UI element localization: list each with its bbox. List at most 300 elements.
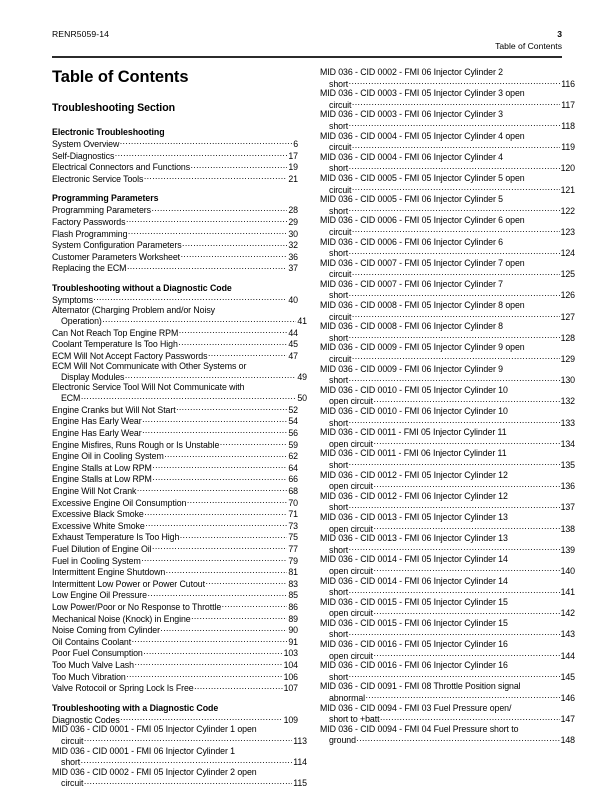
toc-entry[interactable] (52, 659, 298, 671)
toc-entry[interactable] (320, 88, 575, 110)
toc-entry[interactable] (52, 508, 298, 520)
toc-page-number: 137 (560, 502, 575, 513)
toc-entry-title: Programming Parameters (52, 205, 151, 216)
toc-leader-dots (176, 404, 287, 413)
toc-leader-dots (352, 311, 560, 320)
toc-page-number: 45 (288, 339, 298, 350)
toc-entry[interactable] (320, 151, 575, 174)
toc-entry[interactable] (320, 681, 575, 704)
toc-entry-title: Fuel in Cooling System (52, 555, 141, 566)
toc-page-number: 54 (288, 416, 298, 427)
toc-page-number: 124 (560, 248, 575, 259)
running-section-name: Table of Contents (495, 41, 562, 51)
toc-entry[interactable] (52, 566, 298, 578)
toc-entry[interactable] (52, 138, 298, 150)
toc-page-number: 135 (560, 459, 575, 470)
toc-page-number: 59 (288, 439, 298, 450)
toc-entry[interactable] (52, 624, 298, 636)
toc-entry[interactable] (320, 723, 575, 746)
toc-page-number: 62 (288, 451, 298, 462)
toc-leader-dots (349, 247, 560, 256)
toc-page-number: 68 (288, 486, 298, 497)
group-spacer (52, 694, 298, 703)
toc-entry[interactable] (52, 338, 298, 350)
toc-entry[interactable] (320, 427, 575, 449)
toc-leader-dots (208, 350, 287, 359)
toc-entry[interactable] (52, 647, 298, 659)
toc-entry[interactable] (52, 671, 298, 683)
toc-page-number: 142 (560, 608, 575, 619)
toc-entry[interactable] (52, 462, 298, 474)
toc-entry-title-continued: circuit (329, 142, 352, 153)
toc-entry-title-continued: ECM (61, 393, 81, 404)
toc-page-number: 52 (288, 404, 298, 415)
toc-leader-dots (349, 78, 561, 87)
toc-entry[interactable] (320, 363, 575, 386)
toc-entry-title: MID 036 - CID 0004 - FMI 06 Injector Cylinder 4 (320, 151, 503, 162)
toc-entry-title: MID 036 - CID 0011 - FMI 05 Injector Cylinder 11 (320, 427, 507, 438)
toc-entry-title: MID 036 - CID 0007 - FMI 05 Injector Cylinder 7 open (320, 257, 525, 268)
toc-leader-dots (349, 586, 560, 595)
toc-entry-title: ECM Will Not Communicate with Other Systems or (52, 360, 247, 371)
toc-leader-dots (194, 682, 282, 691)
toc-entry-title: Can Not Reach Top Engine RPM (52, 327, 179, 338)
toc-page-number: 125 (560, 269, 575, 280)
toc-entry[interactable] (320, 469, 575, 492)
toc-entry[interactable] (52, 216, 298, 228)
toc-entry[interactable] (52, 304, 307, 327)
toc-entry[interactable] (320, 130, 575, 153)
toc-entry-title-continued: circuit (61, 735, 84, 746)
toc-entry-title-continued: short (329, 544, 349, 555)
toc-leader-dots (352, 226, 560, 235)
toc-entry-title-continued: open circuit (329, 481, 374, 492)
toc-entry[interactable] (52, 682, 298, 694)
toc-entry-title: Electronic Service Tools (52, 173, 144, 184)
toc-page-number: 89 (288, 613, 298, 624)
toc-entry-title-continued: circuit (329, 184, 352, 195)
toc-entry-title-continued: short (329, 629, 349, 640)
toc-entry-title-continued: open circuit (329, 438, 374, 449)
toc-page-number: 47 (288, 350, 298, 361)
toc-page-number: 136 (560, 481, 575, 492)
toc-page-number: 123 (560, 226, 575, 237)
toc-page-number: 106 (283, 671, 298, 682)
toc-leader-dots (349, 628, 560, 637)
toc-entry-title-continued: Operation) (61, 316, 102, 327)
toc-entry-title: Excessive White Smoke (52, 520, 145, 531)
toc-entry-title: MID 036 - CID 0003 - FMI 06 Injector Cylinder 3 (320, 109, 503, 120)
toc-page-number: 73 (288, 520, 298, 531)
toc-entry[interactable] (52, 450, 298, 462)
toc-entry-title-continued: short (329, 502, 349, 513)
toc-entry-title-continued: circuit (329, 311, 352, 322)
toc-entry-title: MID 036 - CID 0094 - FMI 04 Fuel Pressure short to (320, 723, 519, 734)
toc-entry-title-continued: abnormal (329, 693, 366, 704)
toc-entry-title: Noise Coming from Cylinder (52, 625, 160, 636)
toc-entry-title-continued: short (329, 332, 349, 343)
toc-page-number: 30 (288, 228, 298, 239)
toc-leader-dots (152, 462, 287, 471)
troubleshooting-section-heading: Troubleshooting Section (52, 102, 176, 114)
toc-entry-title: Engine Cranks but Will Not Start (52, 404, 176, 415)
toc-entry-title: MID 036 - CID 0002 - FMI 06 Injector Cylinder 2 (320, 67, 503, 77)
toc-page-number: 147 (560, 714, 575, 725)
toc-leader-dots (142, 427, 287, 436)
toc-page-number: 36 (288, 251, 298, 262)
toc-entry[interactable] (320, 406, 575, 428)
toc-entry[interactable] (320, 321, 575, 343)
toc-page-number: 130 (560, 375, 575, 386)
toc-leader-dots (84, 777, 292, 786)
toc-entry-title-continued: short (329, 78, 349, 89)
toc-page-number: 144 (560, 650, 575, 661)
toc-entry-title: MID 036 - CID 0009 - FMI 05 Injector Cylinder 9 open (320, 342, 525, 353)
toc-entry-title: Electronic Service Tool Will Not Communicate with (52, 381, 245, 392)
toc-leader-dots (380, 713, 560, 722)
toc-entry[interactable] (52, 439, 298, 451)
toc-page-number: 148 (560, 735, 575, 746)
toc-entry[interactable] (52, 415, 298, 427)
toc-entry-title: Engine Stalls at Low RPM (52, 474, 152, 485)
toc-entry[interactable] (320, 596, 575, 619)
group-spacer (52, 115, 298, 127)
toc-entry[interactable] (52, 520, 298, 532)
toc-entry[interactable] (320, 67, 575, 89)
toc-entry-title-continued: open circuit (329, 523, 374, 534)
toc-entry-title: Alternator (Charging Problem and/or Noisy (52, 304, 215, 315)
toc-entry[interactable] (320, 448, 575, 470)
toc-entry-title: MID 036 - CID 0006 - FMI 05 Injector Cylinder 6 open (320, 215, 525, 226)
toc-entry-title-continued: short (329, 248, 349, 259)
toc-page-number: 91 (288, 636, 298, 647)
toc-entry-title: Electrical Connectors and Functions (52, 162, 191, 173)
toc-leader-dots (356, 734, 559, 743)
toc-entry[interactable] (52, 601, 298, 613)
toc-entry-title-continued: open circuit (329, 396, 374, 407)
toc-entry-title: Low Power/Poor or No Response to Throttle (52, 601, 222, 612)
toc-entry-title: Engine Stalls at Low RPM (52, 462, 152, 473)
toc-entry[interactable] (52, 724, 307, 746)
toc-entry[interactable] (320, 215, 575, 237)
toc-entry[interactable] (52, 497, 298, 509)
toc-entry-title-continued: short (329, 459, 349, 470)
toc-entry-title: Fuel Dilution of Engine Oil (52, 544, 152, 554)
toc-entry[interactable] (320, 702, 575, 725)
toc-leader-dots (144, 173, 288, 182)
toc-entry[interactable] (52, 239, 298, 251)
toc-entry[interactable] (320, 384, 575, 407)
toc-leader-dots (349, 374, 560, 383)
toc-entry[interactable] (320, 639, 575, 661)
toc-entry-title: Coolant Temperature Is Too High (52, 339, 178, 350)
toc-page-number: 121 (560, 184, 575, 195)
toc-entry[interactable] (52, 555, 298, 567)
toc-entry[interactable] (320, 554, 575, 576)
toc-page-number: 49 (297, 372, 307, 383)
toc-entry[interactable] (52, 766, 307, 789)
toc-entry-title-continued: circuit (329, 99, 352, 110)
toc-leader-dots (137, 485, 288, 494)
toc-entry-title-continued: circuit (329, 226, 352, 237)
toc-entry[interactable] (52, 204, 298, 216)
toc-leader-dots (374, 565, 560, 574)
toc-leader-dots (180, 531, 288, 540)
toc-page-number: 17 (288, 150, 298, 161)
toc-page-number: 64 (288, 462, 298, 473)
toc-entry-title: MID 036 - CID 0005 - FMI 06 Injector Cylinder 5 (320, 194, 503, 205)
toc-page-number: 139 (560, 544, 575, 555)
toc-entry-title: ECM Will Not Accept Factory Passwords (52, 350, 208, 361)
toc-page-number: 19 (288, 162, 298, 173)
toc-entry-title-continued: circuit (329, 354, 352, 365)
toc-page-number: 127 (560, 311, 575, 322)
toc-entry[interactable] (52, 262, 298, 274)
toc-leader-dots (179, 327, 288, 336)
toc-entry[interactable] (52, 381, 307, 404)
toc-entry-title: MID 036 - CID 0009 - FMI 06 Injector Cylinder 9 (320, 363, 503, 374)
toc-entry-title: Customer Parameters Worksheet (52, 251, 181, 262)
toc-leader-dots (349, 459, 560, 468)
toc-entry-title: MID 036 - CID 0014 - FMI 06 Injector Cylinder 14 (320, 575, 508, 586)
toc-entry[interactable] (52, 589, 298, 601)
toc-page-number: 140 (560, 565, 575, 576)
toc-entry-title-continued: short (329, 205, 349, 216)
toc-entry[interactable] (52, 404, 298, 416)
toc-group-heading: Electronic Troubleshooting (52, 127, 165, 137)
toc-entry[interactable] (320, 575, 575, 598)
toc-entry-title: MID 036 - CID 0010 - FMI 06 Injector Cylinder 10 (320, 406, 508, 416)
toc-leader-dots (151, 204, 287, 213)
toc-leader-dots (352, 353, 560, 362)
toc-entry-title: Mechanical Noise (Knock) in Engine (52, 613, 191, 624)
toc-leader-dots (352, 184, 560, 193)
toc-leader-dots (374, 650, 560, 659)
toc-page-number: 85 (288, 590, 298, 601)
toc-entry[interactable] (52, 578, 298, 590)
toc-entry[interactable] (52, 327, 298, 339)
group-spacer (52, 184, 298, 193)
toc-entry[interactable] (320, 617, 575, 640)
toc-entry-title-continued: open circuit (329, 565, 374, 576)
toc-entry[interactable] (52, 294, 298, 306)
toc-leader-dots (349, 544, 560, 553)
toc-entry[interactable] (320, 257, 575, 280)
toc-page-number: 118 (561, 120, 575, 131)
toc-leader-dots (144, 508, 287, 517)
toc-leader-dots (126, 671, 282, 680)
toc-entry-title-continued: Display Modules (61, 372, 125, 383)
toc-page-number: 21 (288, 173, 298, 184)
toc-entry[interactable] (52, 613, 298, 625)
toc-entry-title-continued: short (329, 120, 349, 131)
toc-entry[interactable] (320, 511, 575, 534)
toc-page-number: 133 (560, 417, 575, 428)
toc-page-number: 109 (283, 714, 298, 725)
toc-group-heading: Programming Parameters (52, 193, 159, 204)
toc-leader-dots (349, 162, 560, 171)
toc-group-heading: Troubleshooting with a Diagnostic Code (52, 702, 219, 713)
toc-entry-title: MID 036 - CID 0013 - FMI 05 Injector Cylinder 13 (320, 511, 508, 522)
toc-entry-title: MID 036 - CID 0012 - FMI 05 Injector Cylinder 12 (320, 469, 508, 480)
toc-page-number: 66 (288, 474, 298, 485)
toc-leader-dots (374, 438, 560, 447)
toc-entry[interactable] (52, 251, 298, 263)
toc-entry-title: Too Much Valve Lash (52, 659, 134, 670)
toc-entry[interactable] (320, 342, 575, 365)
toc-leader-dots (120, 138, 292, 147)
toc-page-number: 138 (560, 523, 575, 534)
toc-page-number: 122 (560, 205, 575, 216)
toc-leader-dots (187, 497, 288, 506)
toc-leader-dots (349, 289, 560, 298)
toc-page-number: 75 (288, 532, 298, 543)
toc-entry-title: MID 036 - CID 0013 - FMI 06 Injector Cylinder 13 (320, 533, 508, 544)
toc-leader-dots (164, 450, 287, 459)
toc-entry[interactable] (52, 228, 298, 240)
toc-leader-dots (128, 228, 287, 237)
toc-entry[interactable] (52, 473, 298, 485)
toc-leader-dots (81, 756, 293, 765)
toc-entry[interactable] (52, 173, 298, 185)
toc-leader-dots (152, 473, 287, 482)
header-divider-rule (52, 56, 562, 58)
toc-leader-dots (374, 523, 560, 532)
toc-entry[interactable] (52, 745, 307, 768)
toc-leader-dots (181, 251, 288, 260)
toc-page-number: 86 (288, 601, 298, 612)
toc-entry[interactable] (320, 194, 575, 216)
toc-entry-title: Oil Contains Coolant (52, 636, 132, 647)
toc-page-number: 50 (297, 393, 307, 404)
toc-page-number: 41 (297, 316, 307, 327)
toc-leader-dots (352, 99, 560, 108)
toc-entry-title: Excessive Engine Oil Consumption (52, 497, 187, 508)
toc-page-number: 44 (288, 327, 298, 338)
toc-page-number: 107 (283, 683, 298, 694)
toc-entry-title-continued: short (329, 290, 349, 301)
toc-page-number: 145 (560, 671, 575, 682)
toc-leader-dots (134, 659, 282, 668)
toc-entry[interactable] (320, 236, 575, 259)
toc-leader-dots (222, 601, 288, 610)
toc-entry-title-continued: short (329, 417, 349, 428)
toc-entry[interactable] (320, 660, 575, 682)
toc-leader-dots (191, 161, 288, 170)
toc-leader-dots (349, 671, 560, 680)
toc-page-number: 6 (293, 139, 298, 149)
toc-entry[interactable] (320, 533, 575, 555)
toc-page-number: 71 (288, 509, 298, 520)
toc-page-number: 77 (288, 544, 298, 554)
toc-entry-title: Factory Passwords (52, 216, 126, 227)
toc-entry-title: Valve Rotocoil or Spring Lock Is Free (52, 683, 194, 694)
toc-entry-title: MID 036 - CID 0003 - FMI 05 Injector Cylinder 3 open (320, 88, 525, 99)
toc-page-number: 40 (288, 294, 298, 305)
toc-entry-title: Self-Diagnostics (52, 150, 115, 161)
toc-leader-dots (349, 205, 560, 214)
toc-entry-title-continued: circuit (61, 778, 84, 789)
toc-page-number: 117 (561, 99, 575, 110)
toc-entry-title: Flash Programming (52, 228, 128, 239)
toc-leader-dots (160, 624, 287, 633)
toc-entry[interactable] (52, 161, 298, 173)
toc-leader-dots (366, 692, 560, 701)
toc-entry-title: Engine Has Early Wear (52, 416, 142, 427)
toc-entry-title-continued: open circuit (329, 608, 374, 619)
toc-entry[interactable] (52, 427, 298, 439)
toc-entry-title: MID 036 - CID 0002 - FMI 05 Injector Cylinder 2 open (52, 766, 257, 777)
toc-entry-title: Symptoms (52, 294, 93, 305)
toc-entry-title: Poor Fuel Consumption (52, 648, 143, 659)
toc-page-number: 128 (560, 332, 575, 343)
toc-entry[interactable] (320, 300, 575, 322)
toc-page-number: 115 (293, 778, 307, 789)
toc-entry[interactable] (52, 485, 298, 497)
toc-entry-title: Diagnostic Codes (52, 714, 120, 725)
toc-entry[interactable] (52, 150, 298, 162)
toc-leader-dots (84, 735, 292, 744)
toc-entry-title: Engine Oil in Cooling System (52, 451, 164, 462)
toc-leader-dots (191, 613, 287, 622)
toc-entry-title: MID 036 - CID 0001 - FMI 06 Injector Cylinder 1 (52, 745, 235, 756)
toc-entry[interactable] (52, 350, 298, 362)
toc-page-number: 79 (288, 555, 298, 566)
toc-entry-title: MID 036 - CID 0011 - FMI 06 Injector Cylinder 11 (320, 448, 507, 459)
toc-entry[interactable] (320, 172, 575, 195)
toc-entry-title: Replacing the ECM (52, 263, 127, 274)
toc-entry[interactable] (52, 636, 298, 648)
toc-entry-title: Engine Has Early Wear (52, 428, 142, 439)
toc-page-number: 29 (288, 216, 298, 227)
toc-page-number: 114 (293, 757, 307, 768)
toc-entry-title: System Overview (52, 139, 120, 149)
toc-entry-title: MID 036 - CID 0004 - FMI 05 Injector Cylinder 4 open (320, 130, 525, 141)
toc-entry[interactable] (52, 543, 298, 555)
toc-entry-title: MID 036 - CID 0006 - FMI 06 Injector Cylinder 6 (320, 236, 503, 247)
toc-page-number: 56 (288, 428, 298, 439)
group-spacer (52, 274, 298, 283)
toc-page-number: 116 (561, 78, 575, 89)
toc-page-number: 143 (560, 629, 575, 640)
toc-entry-title: Intermittent Engine Shutdown (52, 567, 166, 578)
toc-entry-title: MID 036 - CID 0012 - FMI 06 Injector Cylinder 12 (320, 490, 508, 501)
toc-page-number: 37 (288, 263, 298, 274)
toc-entry[interactable] (320, 490, 575, 513)
toc-page-number: 104 (283, 659, 298, 670)
toc-entry[interactable] (52, 531, 298, 543)
toc-entry[interactable] (320, 109, 575, 131)
toc-page-number: 32 (288, 240, 298, 251)
toc-entry-title: MID 036 - CID 0015 - FMI 06 Injector Cylinder 15 (320, 617, 508, 628)
toc-leader-dots (349, 501, 560, 510)
toc-leader-dots (349, 332, 560, 341)
toc-leader-dots (120, 714, 282, 723)
toc-page-number: 28 (288, 205, 298, 216)
toc-entry[interactable] (320, 278, 575, 301)
toc-leader-dots (182, 239, 287, 248)
toc-page-number: 90 (288, 625, 298, 636)
toc-leader-dots (125, 371, 297, 380)
toc-entry-title: MID 036 - CID 0094 - FMI 03 Fuel Pressure open/ (320, 702, 512, 713)
toc-entry-title-continued: open circuit (329, 650, 374, 661)
toc-entry-title: Engine Misfires, Runs Rough or Is Unstable (52, 439, 220, 450)
toc-page-number: 126 (560, 290, 575, 301)
toc-entry[interactable] (52, 360, 307, 383)
toc-page-number: 132 (560, 396, 575, 407)
toc-leader-dots (127, 262, 287, 271)
toc-leader-dots (374, 480, 560, 489)
